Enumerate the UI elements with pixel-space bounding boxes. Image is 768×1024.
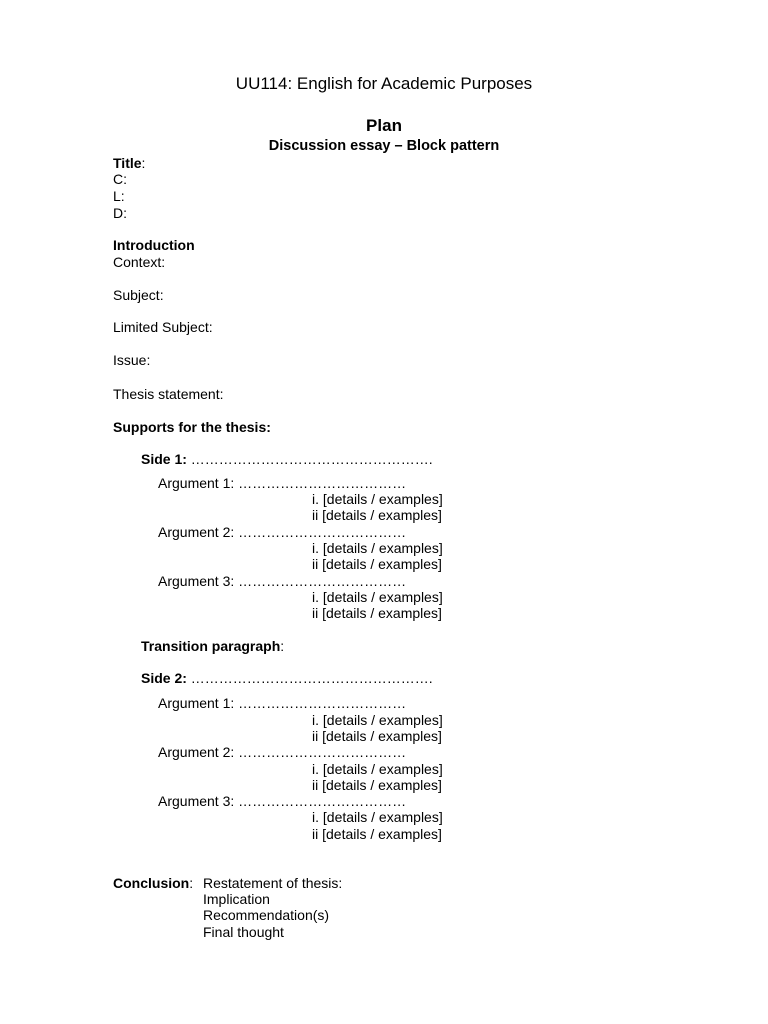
intro-field-issue: Issue:	[113, 352, 151, 368]
side2-argument-1-detail-i: i. [details / examples]	[312, 712, 443, 728]
side2-label: Side 2:	[141, 670, 187, 686]
side2-argument-2-detail-ii: ii [details / examples]	[312, 777, 442, 793]
side2-argument-3-detail-ii: ii [details / examples]	[312, 826, 442, 842]
conclusion-label: Conclusion	[113, 875, 190, 891]
side1-argument-3-detail-ii: ii [details / examples]	[312, 605, 442, 621]
conclusion-item-restatement: Restatement of thesis:	[203, 875, 343, 891]
side2-argument-1: Argument 1: ………………………………	[158, 695, 407, 711]
title-field-c: C:	[113, 171, 127, 187]
conclusion-heading-line	[113, 875, 193, 892]
title-heading: Title	[113, 155, 142, 171]
conclusion-item-final-thought: Final thought	[203, 924, 284, 940]
side2-argument-3-detail-i: i. [details / examples]	[312, 809, 443, 825]
plan-subtitle: Discussion essay – Block pattern	[268, 138, 500, 154]
plan-heading: Plan	[366, 116, 402, 135]
intro-field-subject: Subject:	[113, 287, 164, 303]
side1-argument-1-detail-ii: ii [details / examples]	[312, 507, 442, 523]
side1-argument-3-detail-i: i. [details / examples]	[312, 589, 443, 605]
side2-argument-2-detail-i: i. [details / examples]	[312, 761, 443, 777]
side1-argument-2-detail-ii: ii [details / examples]	[312, 556, 442, 572]
title-colon: :	[141, 155, 146, 171]
side2-dots: …………………………………………….	[186, 670, 433, 686]
side2-argument-3: Argument 3: ………………………………	[158, 793, 407, 809]
title-field-l: L:	[113, 188, 125, 204]
conclusion-item-implication: Implication	[203, 891, 270, 907]
side1-argument-2: Argument 2: ………………………………	[158, 524, 407, 540]
transition-label: Transition paragraph	[141, 638, 281, 654]
side1-argument-1: Argument 1: ………………………………	[158, 475, 407, 491]
course-title: UU114: English for Academic Purposes	[235, 74, 533, 93]
title-field-d: D:	[113, 205, 127, 221]
conclusion-colon: :	[189, 875, 194, 891]
introduction-heading: Introduction	[113, 237, 195, 253]
transition-colon: :	[280, 638, 285, 654]
intro-field-limited-subject: Limited Subject:	[113, 319, 213, 335]
side2-heading-line	[141, 670, 433, 687]
side1-argument-2-detail-i: i. [details / examples]	[312, 540, 443, 556]
transition-line	[141, 638, 284, 655]
intro-field-context: Context:	[113, 254, 166, 270]
side1-dots: …………………………………………….	[186, 451, 433, 467]
supports-heading: Supports for the thesis:	[113, 419, 271, 435]
side1-heading-line	[141, 451, 433, 468]
side1-argument-3: Argument 3: ………………………………	[158, 573, 407, 589]
side1-argument-1-detail-i: i. [details / examples]	[312, 491, 443, 507]
side2-argument-1-detail-ii: ii [details / examples]	[312, 728, 442, 744]
side1-label: Side 1:	[141, 451, 187, 467]
intro-field-thesis-statement: Thesis statement:	[113, 386, 224, 402]
title-heading-line	[113, 155, 145, 172]
conclusion-item-recommendations: Recommendation(s)	[203, 907, 330, 923]
side2-argument-2: Argument 2: ………………………………	[158, 744, 407, 760]
